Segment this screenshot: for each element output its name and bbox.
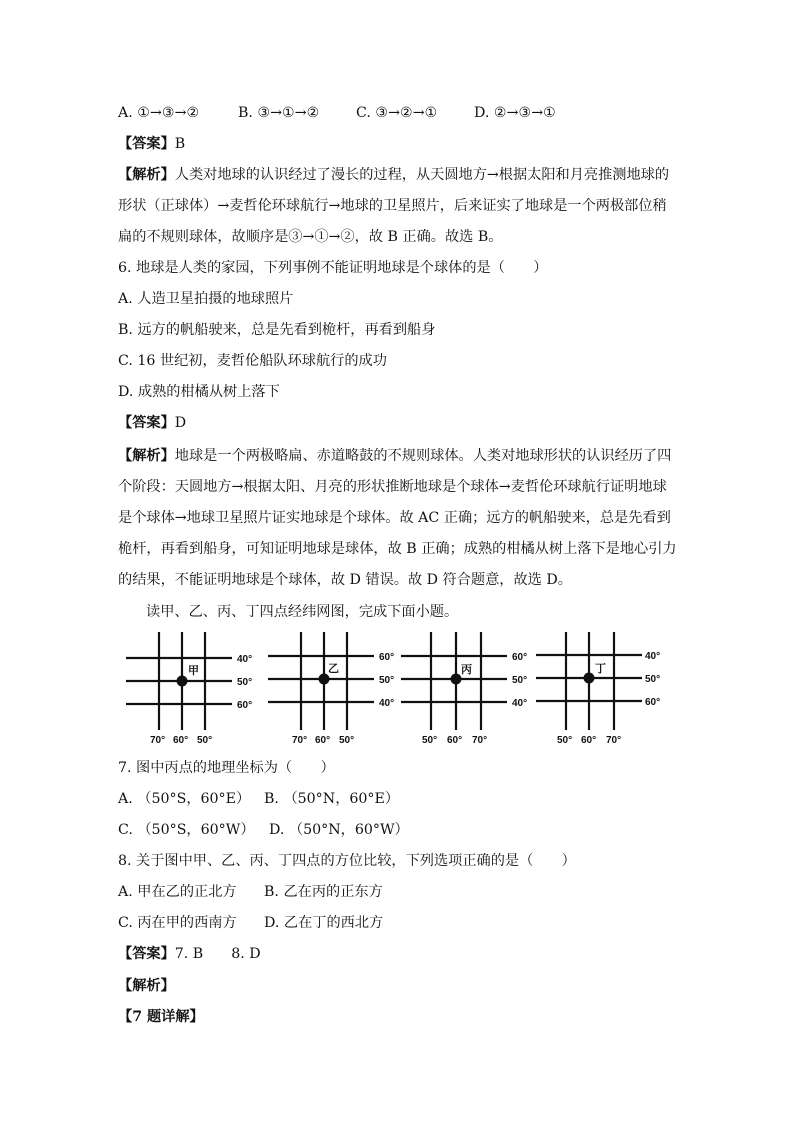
figure-ding	[536, 630, 676, 752]
q7-q8-answer	[118, 944, 261, 964]
q6-option-c: C. 16 世纪初，麦哲伦船队环球航行的成功	[118, 353, 387, 369]
q6-analysis-line-5: 的结果，不能证明地球是个球体，故 D 错误。故 D 符合题意，故选 D。	[118, 572, 572, 588]
graticule-diagram	[401, 630, 541, 748]
q6-analysis-line-1	[118, 446, 671, 466]
point-marker	[451, 674, 462, 685]
q5-option-c: C. ③→②→①	[356, 105, 438, 121]
q5-analysis-line-3: 扁的不规则球体，故顺序是③→①→②，故 B 正确。故选 B。	[118, 229, 503, 245]
q8-stem: 8. 关于图中甲、乙、丙、丁四点的方位比较，下列选项正确的是（ ）	[118, 853, 576, 869]
point-marker	[584, 673, 595, 684]
q5-analysis-line-2: 形状（正球体）→麦哲伦环球航行→地球的卫星照片，后来证实了地球是一个两极部位稍	[118, 198, 667, 214]
figure-jia	[126, 630, 266, 752]
q7-option-a: A. （50°S，60°E）	[118, 791, 251, 807]
q6-option-a: A. 人造卫星拍摄的地球照片	[118, 291, 294, 307]
point-marker	[177, 676, 188, 687]
lat-label: 40°	[512, 698, 528, 709]
lat-label: 40°	[237, 654, 253, 665]
answer-tag: 【答案】	[118, 415, 175, 431]
q7-option-b: B. （50°N，60°E）	[264, 791, 400, 807]
q7-stem: 7. 图中丙点的地理坐标为（ ）	[118, 760, 335, 776]
q6-stem: 6. 地球是人类的家园，下列事例不能证明地球是个球体的是（ ）	[118, 260, 548, 276]
lat-label: 50°	[512, 675, 528, 686]
point-label: 丁	[595, 663, 606, 675]
graticule-diagram	[268, 630, 408, 748]
graticule-diagram	[126, 630, 266, 748]
q5-answer	[118, 134, 185, 154]
lat-label: 50°	[379, 675, 395, 686]
analysis-text: 地球是一个两极略扁、赤道略鼓的不规则球体。人类对地球形状的认识经历了四	[174, 448, 672, 464]
q6-option-b: B. 远方的帆船驶来，总是先看到桅杆，再看到船身	[118, 322, 436, 338]
lon-label: 60°	[173, 735, 189, 746]
answer-8: 8. D	[231, 946, 261, 962]
lat-label: 60°	[512, 652, 528, 663]
answer-tag: 【答案】	[118, 136, 175, 152]
analysis-tag: 【解析】	[118, 448, 175, 464]
lat-label: 40°	[645, 651, 661, 662]
lon-label: 60°	[447, 735, 463, 746]
lon-label: 50°	[197, 735, 213, 746]
lon-label: 50°	[339, 735, 355, 746]
lat-label: 60°	[645, 697, 661, 708]
lon-label: 60°	[315, 735, 331, 746]
lon-label: 70°	[150, 735, 166, 746]
answer-tag: 【答案】	[118, 946, 175, 962]
point-marker	[319, 674, 330, 685]
lon-label: 50°	[422, 735, 438, 746]
figure-yi	[268, 630, 408, 752]
q8-option-a: A. 甲在乙的正北方	[118, 884, 237, 900]
point-label: 乙	[328, 663, 339, 675]
figure-bing	[401, 630, 541, 752]
lon-label: 70°	[472, 735, 488, 746]
q6-analysis-line-3: 是个球体→地球卫星照片证实地球是个球体。故 AC 正确；远方的帆船驶来，总是先看到	[118, 510, 671, 526]
graticule-diagram	[536, 630, 676, 748]
lat-label: 50°	[237, 677, 253, 688]
q7-detail-heading: 【7 题详解】	[118, 1009, 204, 1025]
analysis-text: 人类对地球的认识经过了漫长的过程，从天圆地方→根据太阳和月亮推测地球的	[174, 167, 670, 183]
lat-label: 60°	[237, 700, 253, 711]
lat-label: 60°	[379, 652, 395, 663]
analysis-heading: 【解析】	[118, 978, 175, 994]
answer-7: 7. B	[174, 946, 204, 962]
lon-label: 70°	[606, 735, 622, 746]
q6-analysis-line-2: 个阶段：天圆地方→根据太阳、月亮的形状推断地球是个球体→麦哲伦环球航行证明地球	[118, 479, 667, 495]
lat-label: 40°	[379, 698, 395, 709]
answer-value: B	[174, 136, 186, 152]
point-label: 丙	[461, 664, 472, 676]
q5-option-d: D. ②→③→①	[474, 105, 556, 121]
q5-option-a: A. ①→③→②	[118, 105, 200, 121]
q7-option-c: C. （50°S，60°W）	[118, 822, 255, 838]
q8-option-d: D. 乙在丁的西北方	[264, 915, 384, 931]
point-label: 甲	[188, 665, 199, 677]
q6-answer	[118, 413, 186, 433]
q8-option-c: C. 丙在甲的西南方	[118, 915, 237, 931]
q6-analysis-line-4: 桅杆，再看到船身，可知证明地球是球体，故 B 正确；成熟的柑橘从树上落下是地心引力	[118, 541, 677, 557]
analysis-tag: 【解析】	[118, 167, 175, 183]
answer-value: D	[174, 415, 187, 431]
q5-option-b: B. ③→①→②	[238, 105, 320, 121]
q8-option-b: B. 乙在丙的正东方	[264, 884, 383, 900]
lon-label: 60°	[581, 735, 597, 746]
q7-option-d: D. （50°N，60°W）	[269, 822, 409, 838]
lat-label: 50°	[645, 674, 661, 685]
lon-label: 50°	[557, 735, 573, 746]
figure-intro: 读甲、乙、丙、丁四点经纬网图，完成下面小题。	[146, 604, 459, 620]
q6-option-d: D. 成熟的柑橘从树上落下	[118, 384, 280, 400]
lon-label: 70°	[292, 735, 308, 746]
q5-analysis-line-1	[118, 165, 669, 185]
